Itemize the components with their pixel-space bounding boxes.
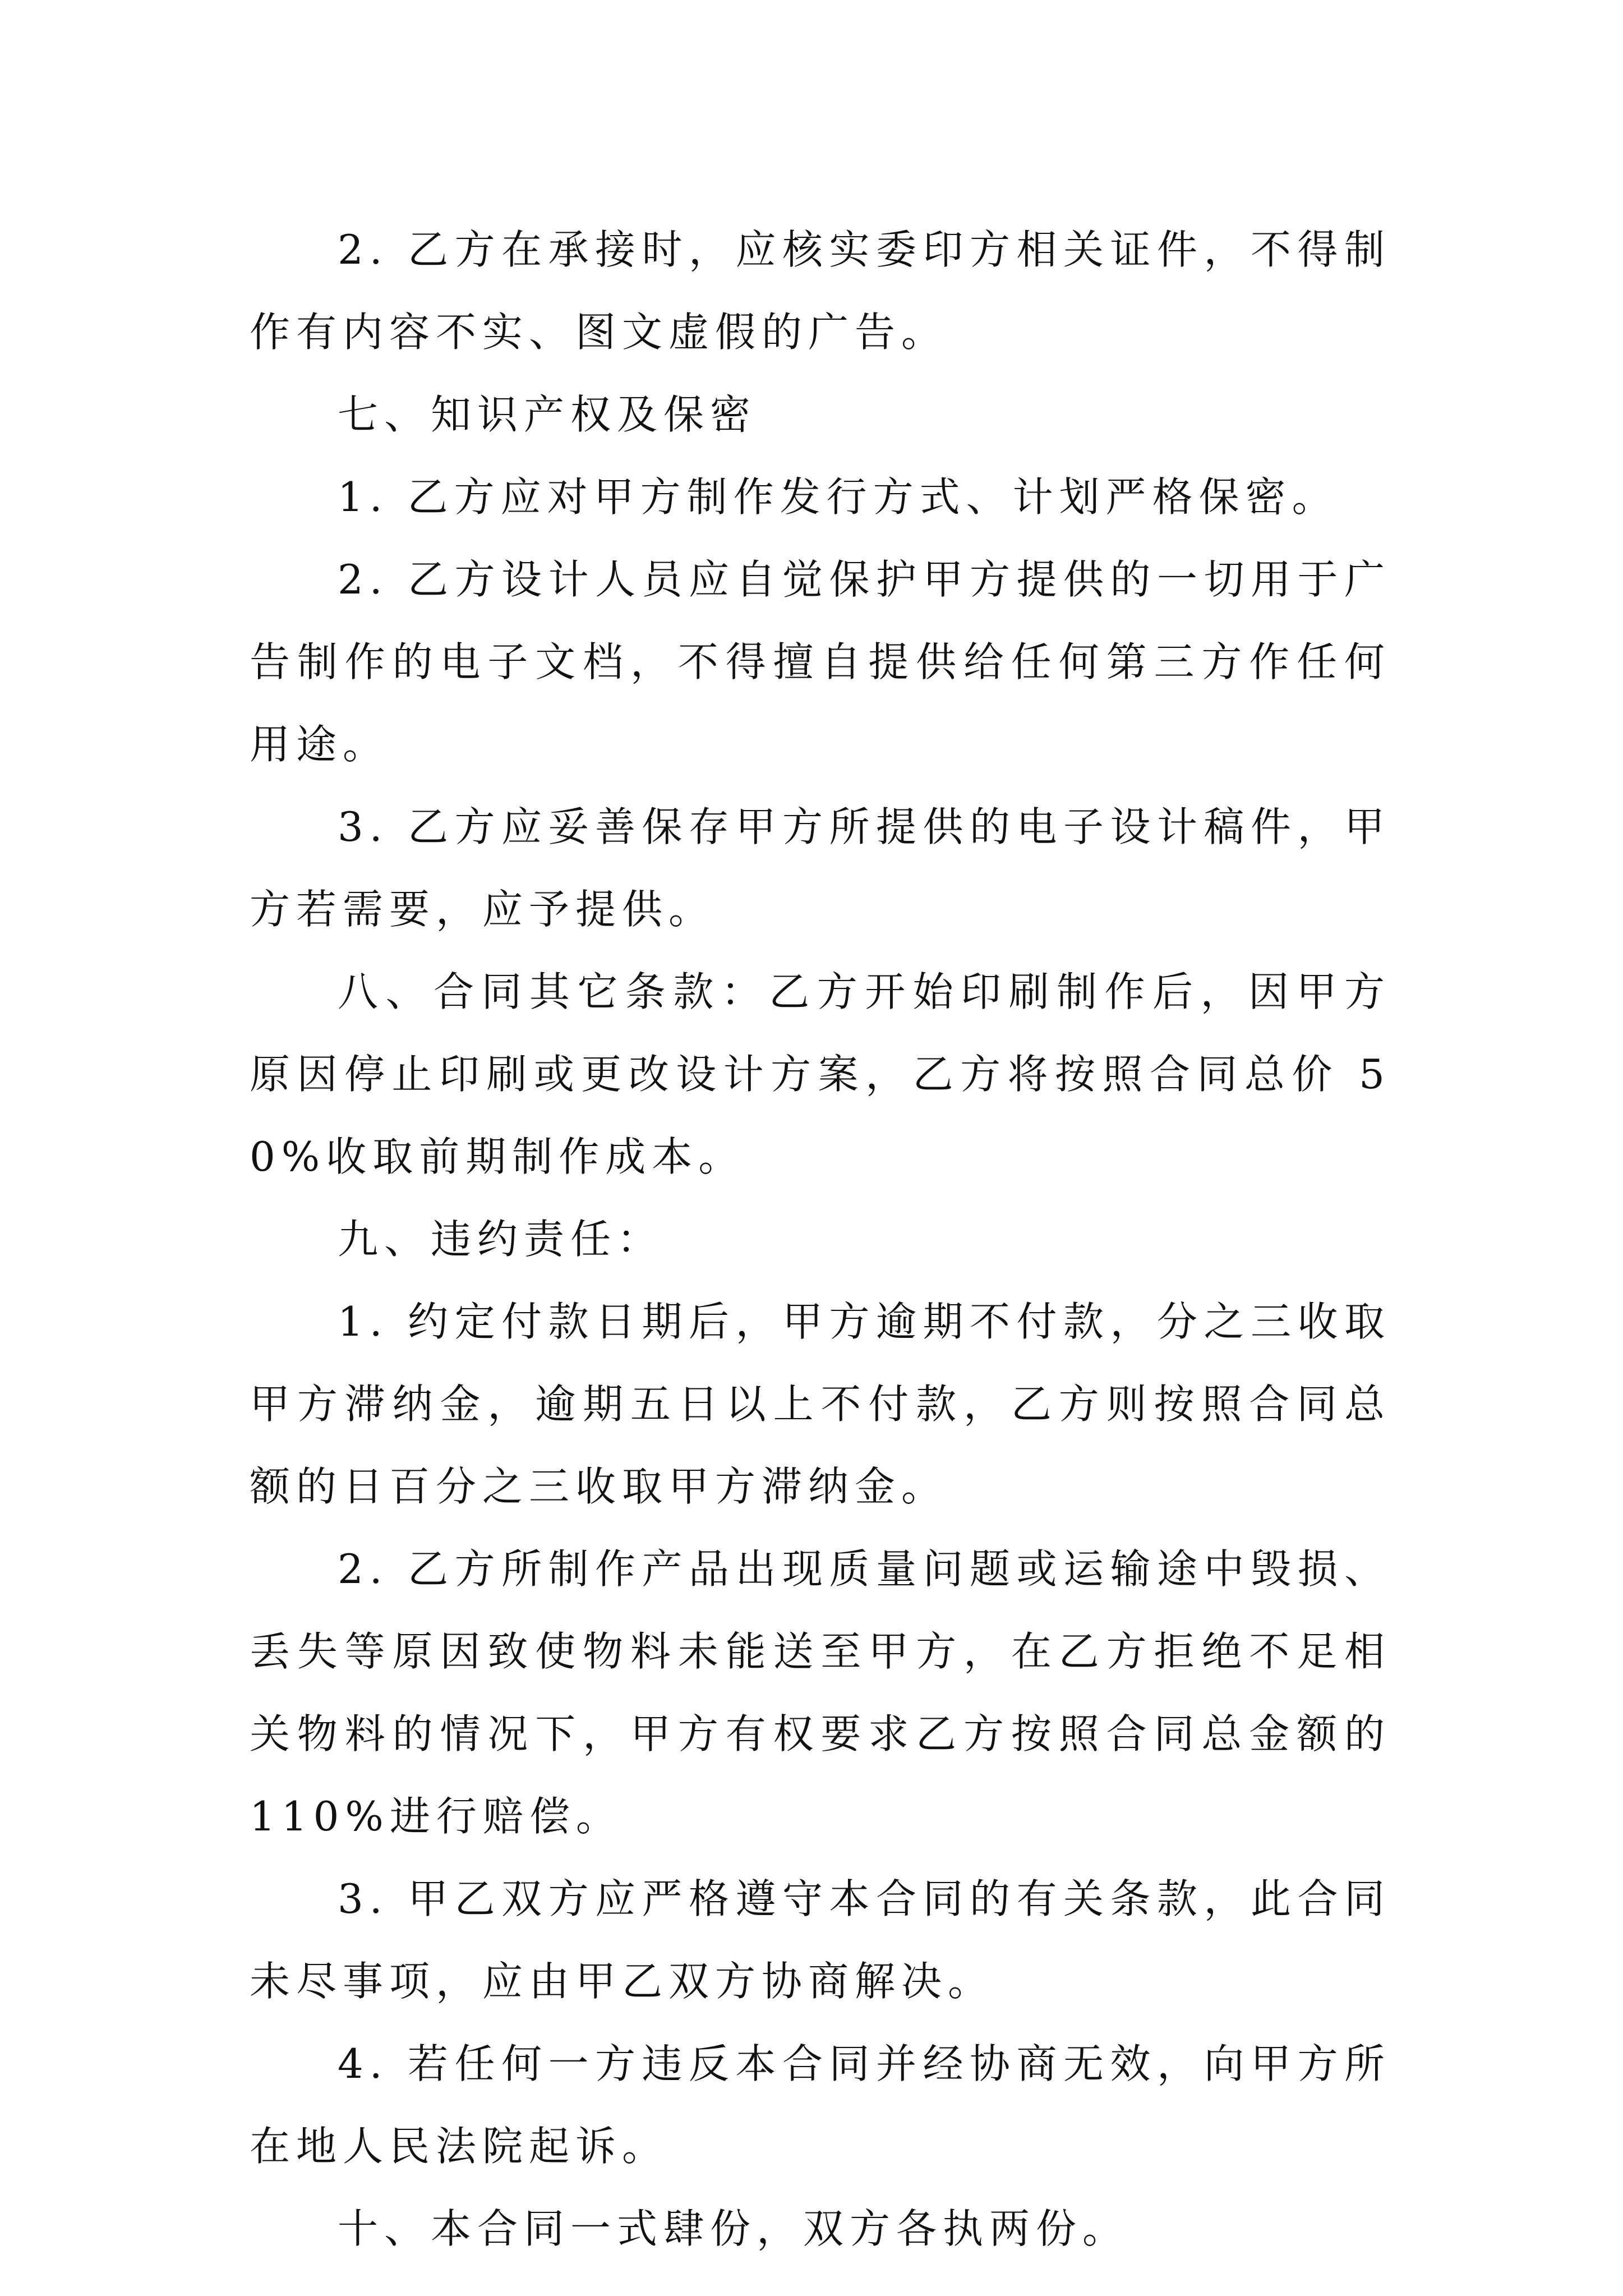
document-body [250, 209, 1391, 2270]
section-8-clause: 八、合同其它条款：乙方开始印刷制作后，因甲方原因停止印刷或更改设计方案，乙方将按照合同总价 50%收取前期制作成本。 [250, 968, 1391, 1180]
clause-9-4: 4. 若任何一方违反本合同并经协商无效，向甲方所在地人民法院起诉。 [250, 2040, 1391, 2170]
clause-7-1: 1. 乙方应对甲方制作发行方式、计划严格保密。 [338, 473, 1339, 521]
clause-9-2: 2. 乙方所制作产品出现质量问题或运输途中毁损、丢失等原因致使物料未能送至甲方，在乙方拒绝不足相关物料的情况下，甲方有权要求乙方按照合同总金额的 110%进行赔偿。 [250, 1545, 1391, 1840]
clause-9-1: 1. 约定付款日期后，甲方逾期不付款，分之三收取甲方滞纳金，逾期五日以上不付款，乙方则按照合同总额的日百分之三收取甲方滞纳金。 [250, 1298, 1391, 1510]
clause-7-2: 2. 乙方设计人员应自觉保护甲方提供的一切用于广告制作的电子文档，不得擅自提供给任何第三方作任何用途。 [250, 556, 1391, 768]
section-10-clause: 十、本合同一式肆份，双方各执两份。 [338, 2205, 1129, 2252]
section-7-heading: 七、知识产权及保密 [338, 391, 757, 438]
clause-7-3: 3. 乙方应妥善保存甲方所提供的电子设计稿件，甲方若需要，应予提供。 [250, 803, 1391, 933]
section-9-heading: 九、违约责任： [338, 1216, 664, 1263]
clause-9-3: 3. 甲乙双方应严格遵守本合同的有关条款，此合同未尽事项，应由甲乙双方协商解决。 [250, 1875, 1391, 2005]
clause-6-2: 2. 乙方在承接时，应核实委印方相关证件，不得制作有内容不实、图文虚假的广告。 [250, 226, 1391, 356]
